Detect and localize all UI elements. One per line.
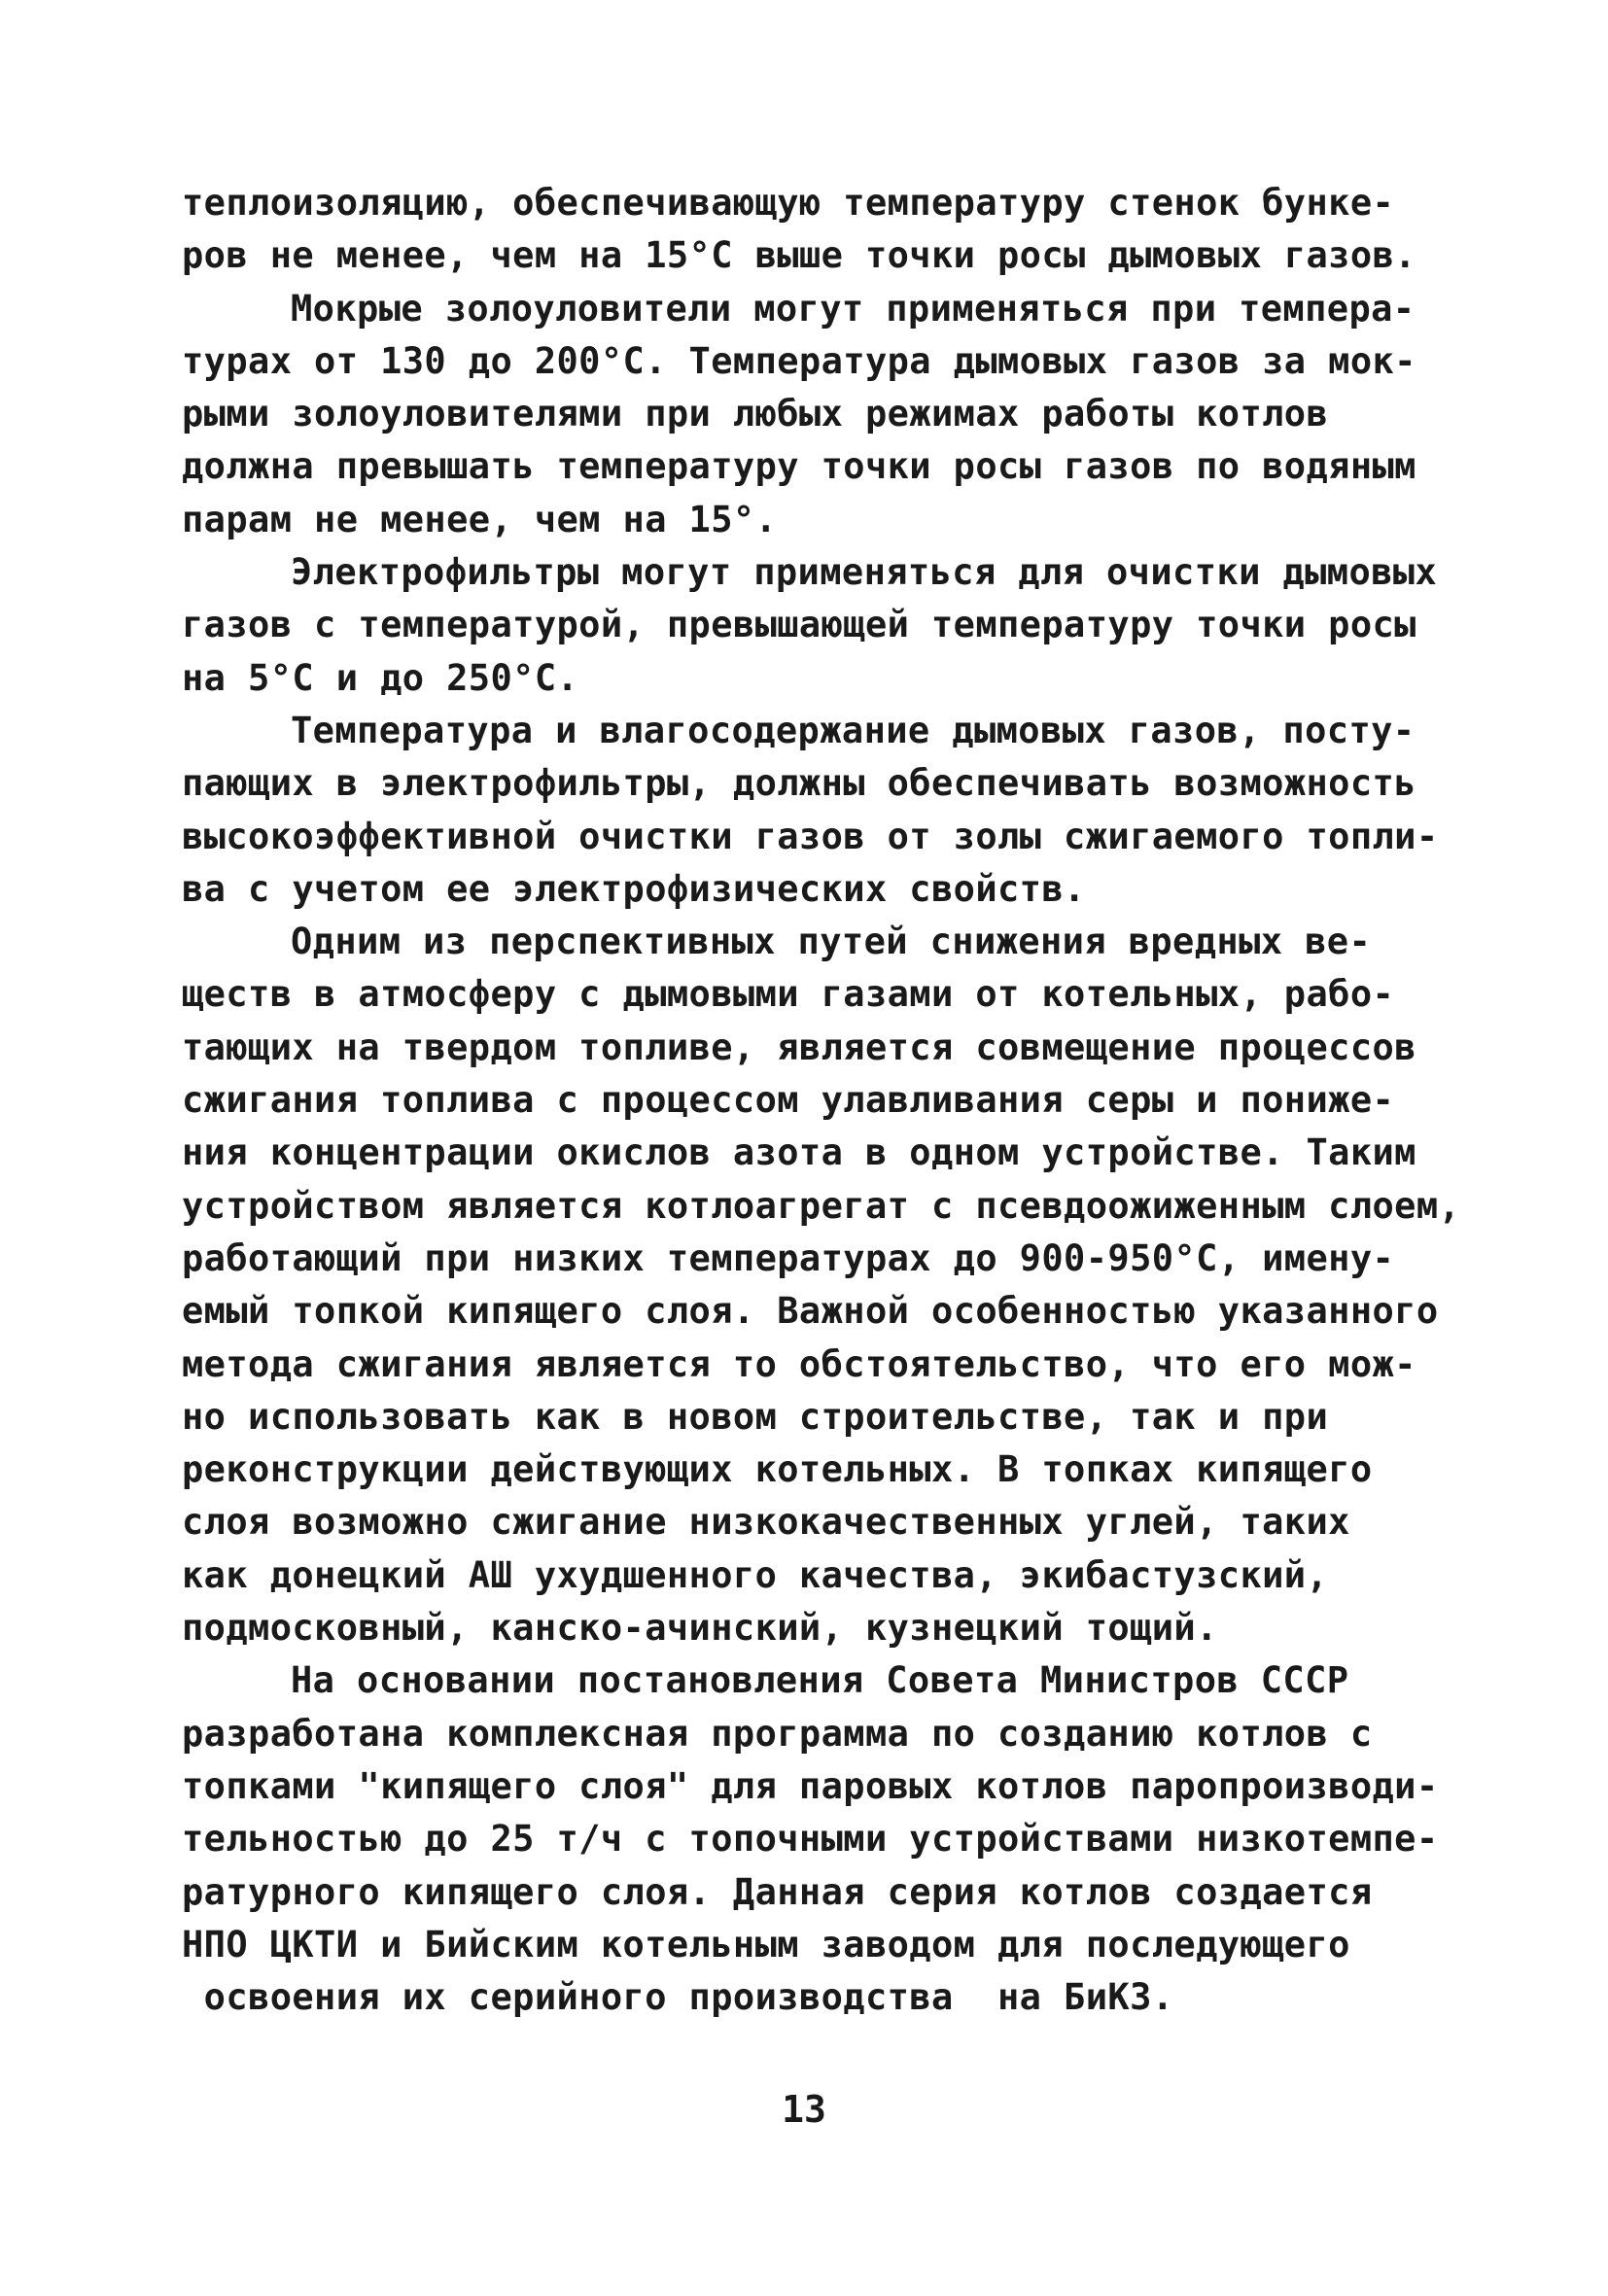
- page-number: 13: [782, 2088, 826, 2131]
- text-line: устройством является котлоагрегат с псевдоожиженным слоем,: [182, 1184, 1461, 1227]
- text-line: подмосковный, канско-ачинский, кузнецкий тощий.: [182, 1607, 1218, 1650]
- text-line: топками "кипящего слоя" для паровых котлов паропроизводи-: [182, 1764, 1439, 1807]
- paragraph-start-line: Одним из перспективных путей снижения вредных ве-: [291, 921, 1372, 963]
- text-line: работающий при низких температурах до 900-950°С, имену-: [182, 1236, 1395, 1279]
- text-line: НПО ЦКТИ и Бийским котельным заводом для последующего: [182, 1923, 1350, 1966]
- text-line: на 5°С и до 250°С.: [182, 656, 579, 699]
- text-line: высокоэффективной очистки газов от золы сжигаемого топли-: [182, 815, 1439, 857]
- text-line: ва с учетом ее электрофизических свойств.: [182, 867, 1086, 910]
- text-line: должна превышать температуру точки росы газов по водяным: [182, 445, 1416, 488]
- text-line: теплоизоляцию, обеспечивающую температуру стенок бунке-: [182, 182, 1395, 224]
- text-line: пающих в электрофильтры, должны обеспечивать возможность: [182, 762, 1416, 805]
- text-line: как донецкий АШ ухудшенного качества, экибастузский,: [182, 1553, 1329, 1596]
- text-line: сжигания топлива с процессом улавливания серы и понижe-: [182, 1079, 1395, 1122]
- paragraph-start-line: На основании постановления Совета Министров СССР: [291, 1659, 1349, 1702]
- paragraph-start-line: Электрофильтры могут применяться для очистки дымовых: [291, 551, 1438, 594]
- text-line: рыми золоуловителями при любых режимах работы котлов: [182, 393, 1329, 435]
- body-text: [182, 177, 1461, 2024]
- text-line: но использовать как в новом строительстве, так и при: [182, 1395, 1329, 1438]
- paragraph-start-line: Температура и влагосодержание дымовых газов, посту-: [291, 709, 1416, 751]
- text-line: реконструкции действующих котельных. В топках кипящего: [182, 1448, 1373, 1491]
- text-line: ществ в атмосферу с дымовыми газами от котельных, рабо-: [182, 973, 1395, 1016]
- text-line: тающих на твердом топливе, является совмещение процессов: [182, 1026, 1416, 1068]
- text-line: тельностью до 25 т/ч с топочными устройствами низкотемпе-: [182, 1818, 1439, 1861]
- text-line: емый топкой кипящего слоя. Важной особенностью указанного: [182, 1290, 1439, 1333]
- text-line: разработана комплексная программа по созданию котлов с: [182, 1712, 1373, 1755]
- text-line: парам не менее, чем на 15°.: [182, 498, 778, 540]
- text-line: газов с температурой, превышающей температуру точки росы: [182, 604, 1416, 646]
- text-line: ния концентрации окислов азота в одном устройстве. Таким: [182, 1131, 1416, 1174]
- text-line: турах от 130 до 200°С. Температура дымовых газов за мок-: [182, 339, 1416, 382]
- text-line: метода сжигания является то обстоятельство, что его мож-: [182, 1342, 1416, 1385]
- text-line: освоения их серийного производства на БиКЗ.: [182, 1976, 1174, 2019]
- paragraph-start-line: Мокрые золоуловители могут применяться при темпера-: [291, 287, 1416, 330]
- text-line: ратурного кипящего слоя. Данная серия котлов создается: [182, 1870, 1373, 1913]
- text-line: слоя возможно сжигание низкокачественных углей, таких: [182, 1501, 1350, 1544]
- text-line: ров не менее, чем на 15°С выше точки росы дымовых газов.: [182, 234, 1416, 277]
